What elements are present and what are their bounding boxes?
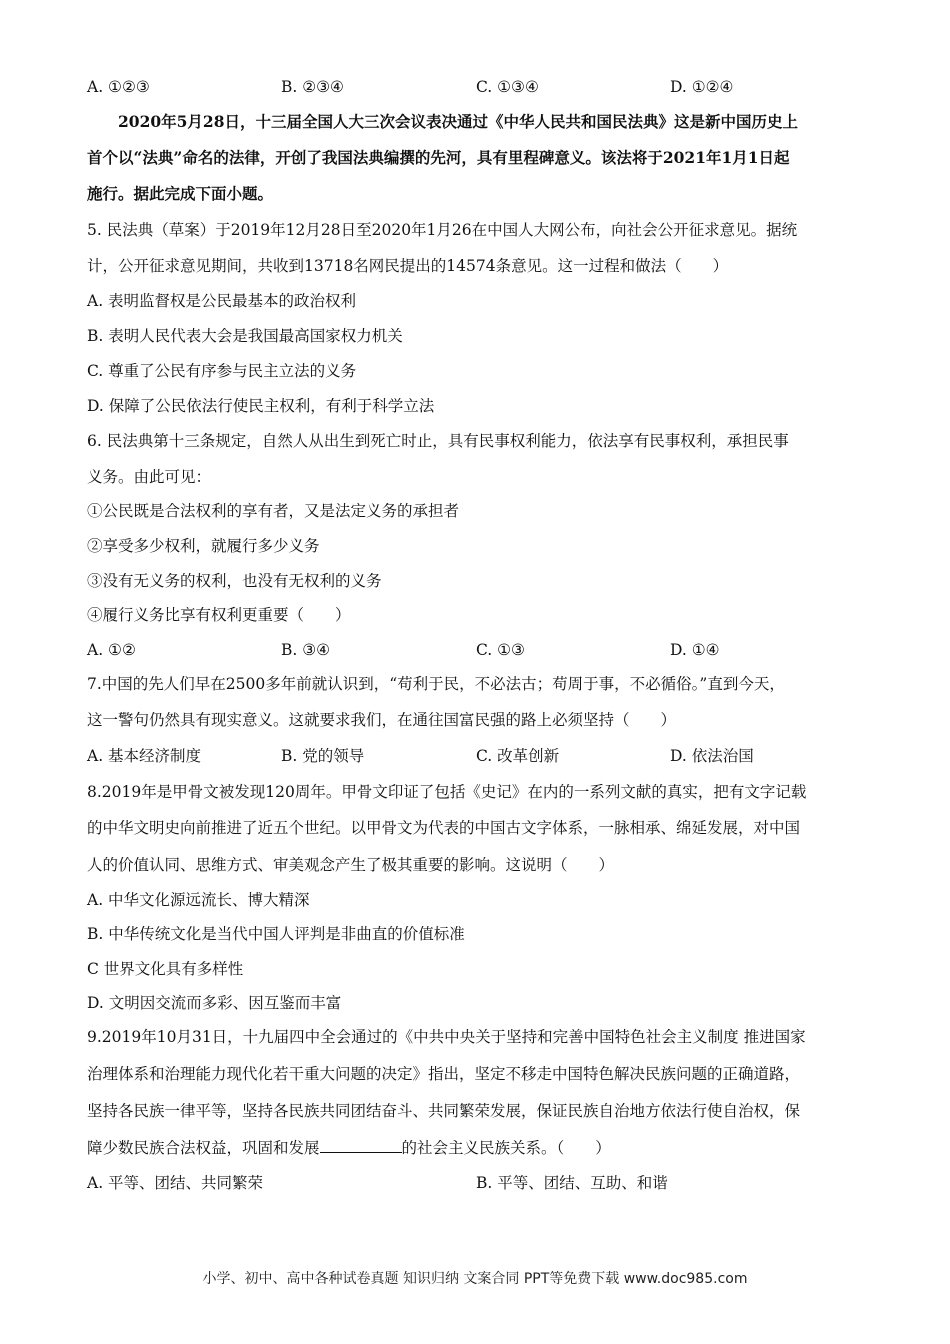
q9-stem-after-blank: 的社会主义民族关系。（ ）	[401, 1139, 611, 1157]
q5-stem-line-2: 计，公开征求意见期间，共收到13718名网民提出的14574条意见。这一过程和做法（ ）	[87, 257, 729, 275]
q8-option-b[interactable]: B. 中华传统文化是当代中国人评判是非曲直的价值标准	[87, 925, 465, 943]
q8-option-d[interactable]: D. 文明因交流而多彩、因互鉴而丰富	[87, 994, 342, 1012]
q5-option-c[interactable]: C. 尊重了公民有序参与民主立法的义务	[87, 362, 357, 380]
q4-option-c[interactable]: C. ①③④	[476, 78, 539, 96]
q8-stem-line-3: 人的价值认同、思维方式、审美观念产生了极其重要的影响。这说明（ ）	[87, 856, 615, 874]
q8-stem-line-1: 8.2019年是甲骨文被发现120周年。甲骨文印证了包括《史记》在内的一系列文献的真实，把有文字记载	[87, 783, 807, 801]
q8-stem-line-2: 的中华文明史向前推进了近五个世纪。以甲骨文为代表的中国古文字体系，一脉相承、绵延发展，对中国	[87, 819, 801, 837]
q7-stem-line-2: 这一警句仍然具有现实意义。这就要求我们，在通往国富民强的路上必须坚持（ ）	[87, 711, 677, 729]
q6-stem-line-1: 6. 民法典第十三条规定，自然人从出生到死亡时止，具有民事权利能力，依法享有民事权利，承担民事	[87, 432, 789, 450]
q6-item-2: ②享受多少权利，就履行多少义务	[87, 537, 320, 555]
q7-option-d[interactable]: D. 依法治国	[670, 747, 754, 765]
q6-item-3: ③没有无义务的权利，也没有无权利的义务	[87, 572, 382, 590]
q9-stem-before-blank: 障少数民族合法权益，巩固和发展	[87, 1139, 320, 1157]
q6-item-1: ①公民既是合法权利的享有者，又是法定义务的承担者	[87, 502, 460, 520]
q6-option-d[interactable]: D. ①④	[670, 641, 720, 659]
q9-stem-line-4	[87, 1138, 611, 1158]
q5-stem-line-1: 5. 民法典（草案）于2019年12月28日至2020年1月26在中国人大网公布，向社会公开征求意见。据统	[87, 221, 798, 239]
q7-option-b[interactable]: B. 党的领导	[281, 747, 365, 765]
q5-option-a[interactable]: A. 表明监督权是公民最基本的政治权利	[87, 292, 357, 310]
q6-option-b[interactable]: B. ③④	[281, 641, 331, 659]
q8-option-c[interactable]: C 世界文化具有多样性	[87, 960, 244, 978]
passage-line-1: 2020年5月28日，十三届全国人大三次会议表决通过《中华人民共和国民法典》这是新中国历史上	[118, 112, 798, 131]
q6-option-a[interactable]: A. ①②	[87, 641, 136, 659]
q5-option-b[interactable]: B. 表明人民代表大会是我国最高国家权力机关	[87, 327, 403, 345]
q9-stem-line-2: 治理体系和治理能力现代化若干重大问题的决定》指出，坚定不移走中国特色解决民族问题的正确道路，	[87, 1065, 801, 1083]
passage-line-2: 首个以“法典”命名的法律，开创了我国法典编撰的先河，具有里程碑意义。该法将于2021年1月1日起	[87, 148, 790, 167]
q7-option-c[interactable]: C. 改革创新	[476, 747, 560, 765]
q4-option-a[interactable]: A. ①②③	[87, 78, 150, 96]
q9-stem-line-3: 坚持各民族一律平等，坚持各民族共同团结奋斗、共同繁荣发展，保证民族自治地方依法行使自治权，保	[87, 1102, 801, 1120]
passage-line-3: 施行。据此完成下面小题。	[87, 184, 274, 203]
q6-item-4: ④履行义务比享有权利更重要（ ）	[87, 606, 351, 624]
q6-option-c[interactable]: C. ①③	[476, 641, 525, 659]
q9-stem-line-1: 9.2019年10月31日，十九届四中全会通过的《中共中央关于坚持和完善中国特色社会主义制度 推进国家	[87, 1028, 806, 1046]
fill-in-blank	[320, 1138, 402, 1153]
q4-option-d[interactable]: D. ①②④	[670, 78, 734, 96]
q9-option-b[interactable]: B. 平等、团结、互助、和谐	[476, 1174, 668, 1192]
page-footer: 小学、初中、高中各种试卷真题 知识归纳 文案合同 PPT等免费下载 www.doc985.com	[202, 1271, 748, 1287]
q8-option-a[interactable]: A. 中华文化源远流长、博大精深	[87, 891, 310, 909]
q7-option-a[interactable]: A. 基本经济制度	[87, 747, 202, 765]
q4-option-b[interactable]: B. ②③④	[281, 78, 344, 96]
q7-stem-line-1: 7.中国的先人们早在2500多年前就认识到，“苟利于民，不必法古；苟周于事，不必循俗。”直到今天，	[87, 675, 785, 693]
q5-option-d[interactable]: D. 保障了公民依法行使民主权利，有利于科学立法	[87, 397, 435, 415]
q9-option-a[interactable]: A. 平等、团结、共同繁荣	[87, 1174, 264, 1192]
q6-stem-line-2: 义务。由此可见：	[87, 468, 212, 486]
